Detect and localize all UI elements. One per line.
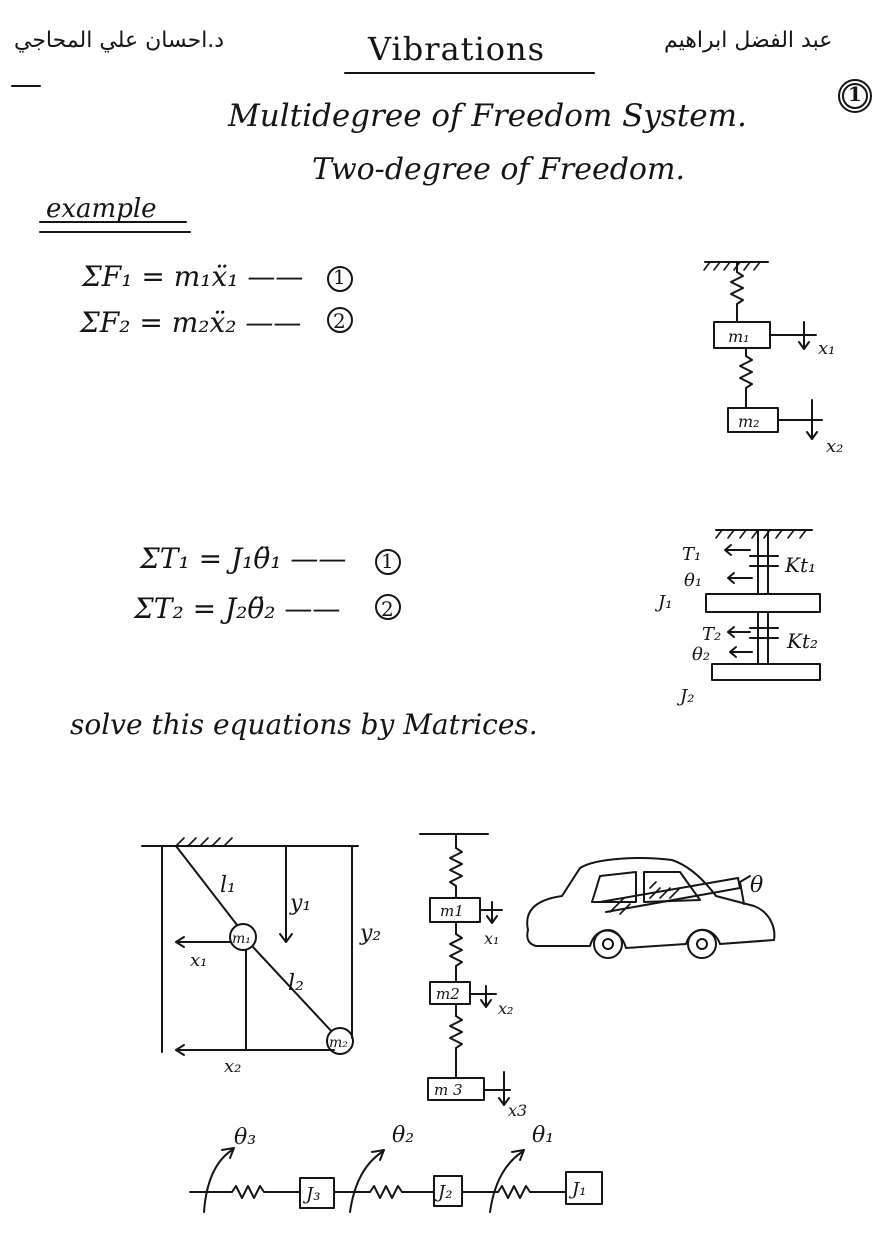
example-label: example — [46, 194, 157, 224]
spring-mass-3dof-figure — [420, 834, 527, 1120]
s3-x1-label: x₁ — [484, 929, 500, 948]
s3-m3-label: m 3 — [434, 1081, 463, 1099]
theta2-label: θ₂ — [692, 644, 711, 665]
theta2-3dof-label: θ₂ — [392, 1123, 415, 1148]
pend-x1-label: x₁ — [190, 950, 208, 971]
car-theta-label: θ — [750, 873, 764, 898]
m2-label: m₂ — [738, 412, 760, 431]
s3-x2-label: x₂ — [498, 999, 514, 1018]
l1-label: l₁ — [220, 873, 236, 898]
kt2-label: Kt₂ — [787, 629, 818, 653]
y1-label: y₁ — [290, 891, 312, 916]
spring-mass-2dof-figure — [704, 262, 843, 457]
heading-multidegree: Multidegree of Freedom System. — [228, 98, 747, 134]
pend-m1-label: m₁ — [232, 931, 251, 947]
t2-label: T₂ — [702, 624, 722, 645]
torque-equation-2-number: 2 — [381, 597, 394, 621]
j2-3dof-label: J₂ — [438, 1182, 453, 1203]
author-right: عبد الفضل ابراهيم — [664, 28, 833, 53]
x1-label: x₁ — [818, 338, 836, 359]
torsional-2dof-figure — [654, 530, 820, 707]
car-figure — [527, 858, 774, 958]
author-left: د.احسان علي المحاجي — [14, 28, 225, 53]
force-equation-1-number: 1 — [333, 265, 346, 289]
pend-x2-label: x₂ — [224, 1056, 242, 1077]
j2-label: J₂ — [680, 686, 695, 707]
theta3-label: θ₃ — [234, 1125, 257, 1150]
pend-m2-label: m₂ — [329, 1035, 348, 1051]
torque-equation-2: ΣT₂ = J₂θ̈₂ —— — [134, 592, 341, 625]
m1-label: m₁ — [728, 327, 750, 346]
j1-3dof-label: J₁ — [572, 1179, 587, 1200]
t1-label: T₁ — [682, 544, 702, 565]
page-number: 1 — [848, 82, 862, 106]
s3-m1-label: m1 — [440, 902, 464, 920]
force-equation-1: ΣF₁ = m₁ẍ₁ —— — [82, 260, 304, 293]
j1-label: J₁ — [658, 592, 673, 613]
torsional-3dof-figure — [190, 1123, 602, 1212]
heading-two-degree: Two-degree of Freedom. — [312, 152, 685, 187]
j3-label: J₃ — [306, 1184, 321, 1205]
force-equation-2-number: 2 — [333, 309, 346, 333]
double-pendulum-figure — [142, 838, 381, 1077]
s3-m2-label: m2 — [436, 985, 460, 1003]
torque-equation-1: ΣT₁ = J₁θ̈₁ —— — [140, 542, 347, 575]
kt1-label: Kt₁ — [785, 553, 816, 577]
y2-label: y₂ — [360, 921, 382, 946]
l2-label: l₂ — [288, 971, 304, 996]
torque-equation-1-number: 1 — [381, 549, 394, 573]
force-equation-2: ΣF₂ = m₂ẍ₂ —— — [80, 306, 302, 339]
page-title: Vibrations — [368, 30, 546, 68]
theta1-label: θ₁ — [684, 570, 703, 591]
s3-x3-label: x3 — [508, 1101, 528, 1120]
x2-label: x₂ — [826, 436, 844, 457]
solve-note: solve this equations by Matrices. — [70, 708, 538, 741]
theta1-3dof-label: θ₁ — [532, 1123, 555, 1148]
